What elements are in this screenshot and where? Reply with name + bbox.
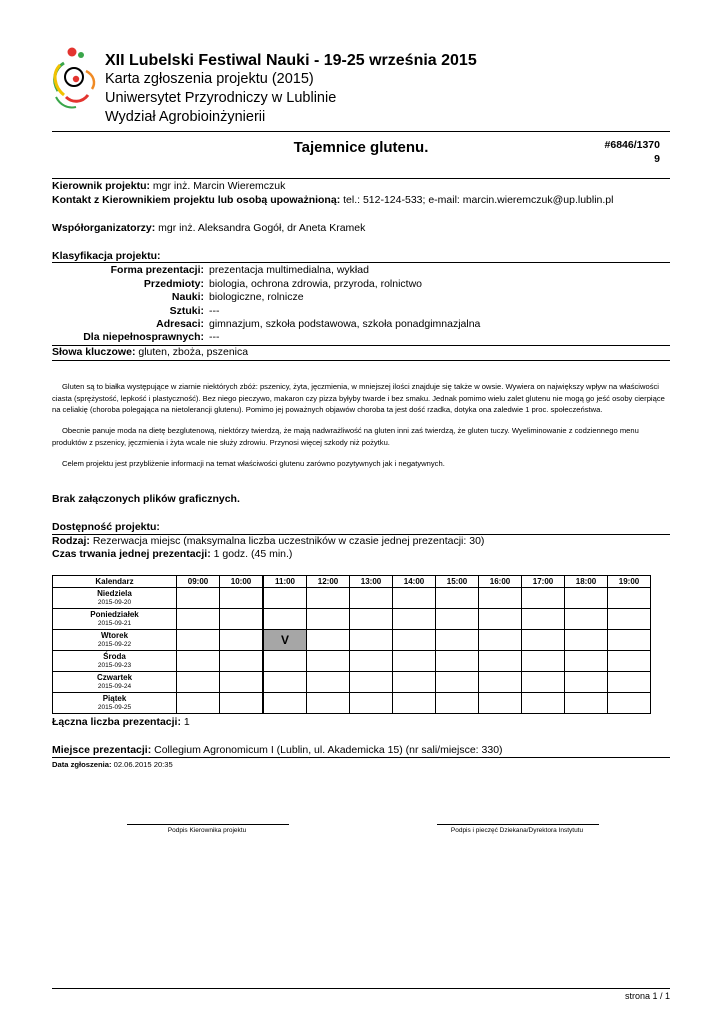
classification-divider bbox=[52, 262, 670, 263]
leader-contact-label: Kontakt z Kierownikiem projektu lub osobą upoważnioną: bbox=[52, 194, 341, 206]
schedule-slot bbox=[307, 630, 350, 651]
schedule-slot bbox=[350, 672, 393, 693]
schedule-day-row bbox=[53, 630, 651, 651]
schedule-slot bbox=[350, 630, 393, 651]
schedule-slot bbox=[436, 630, 479, 651]
schedule-day-cell bbox=[53, 651, 177, 672]
leader-signature-caption: Podpis Kierownika projektu bbox=[167, 827, 247, 834]
schedule-hour-header: 17:00 bbox=[522, 576, 565, 588]
project-id-number: #6846/1370 bbox=[604, 139, 660, 151]
classification-label: Sztuki: bbox=[169, 305, 204, 317]
schedule-hour-header: 15:00 bbox=[436, 576, 479, 588]
schedule-slot bbox=[436, 588, 479, 609]
classification-row bbox=[52, 278, 670, 292]
schedule-slot bbox=[479, 672, 522, 693]
schedule-slot bbox=[608, 630, 651, 651]
presentation-duration-value: 1 godz. (45 min.) bbox=[210, 548, 293, 560]
reservation-type bbox=[52, 535, 484, 547]
attachments-text: Brak załączonych plików graficznych. bbox=[52, 493, 240, 505]
presentation-duration-label: Czas trwania jednej prezentacji: bbox=[52, 548, 211, 560]
classification-row bbox=[52, 264, 670, 278]
schedule-day-name: Piątek bbox=[102, 694, 127, 703]
schedule-day-cell bbox=[53, 672, 177, 693]
coorganizers-label: Współorganizatorzy: bbox=[52, 222, 156, 234]
schedule-hour-header: 13:00 bbox=[350, 576, 393, 588]
title-divider bbox=[52, 178, 670, 179]
classification-label: Przedmioty: bbox=[143, 278, 204, 290]
schedule-slot bbox=[220, 609, 264, 630]
schedule-slot bbox=[350, 609, 393, 630]
submission-date-value: 02.06.2015 20:35 bbox=[111, 760, 173, 769]
classification-value: gimnazjum, szkoła podstawowa, szkoła ponadgimnazjalna bbox=[209, 318, 481, 330]
schedule-slot bbox=[608, 651, 651, 672]
schedule-slot bbox=[350, 588, 393, 609]
dean-signature-line bbox=[437, 824, 599, 825]
schedule-slot bbox=[263, 651, 307, 672]
schedule-slot bbox=[565, 672, 608, 693]
description-paragraph: Celem projektu jest przybliżenie informacji na temat właściwości glutenu zarówno pozytywnych jak i negatywnych. bbox=[62, 459, 445, 468]
keywords bbox=[52, 346, 248, 358]
description-paragraph: Obecnie panuje moda na dietę bezglutenową, niektórzy twierdzą, że mają nadwrażliwość na gluten inni zaś twierdzą, że gluten tuczy. Wyeliminowanie z codziennego menu produktów z pszenicy, jęczmienia i żyta wcale nie służy zdrowiu. Przynosi więcej szkody niż pożytku. bbox=[52, 426, 639, 447]
classification-value: biologia, ochrona zdrowia, przyroda, rolnictwo bbox=[209, 278, 423, 290]
schedule-header-row bbox=[53, 576, 651, 588]
schedule-day-date: 2015-09-22 bbox=[97, 641, 132, 648]
schedule-slot bbox=[479, 609, 522, 630]
page-number: strona 1 / 1 bbox=[624, 991, 670, 1001]
festival-logo-icon bbox=[50, 45, 102, 110]
classification-value: --- bbox=[209, 331, 220, 343]
project-id bbox=[605, 138, 660, 166]
schedule-slot bbox=[436, 609, 479, 630]
schedule-slot bbox=[479, 588, 522, 609]
schedule-slot bbox=[565, 630, 608, 651]
schedule-day-date: 2015-09-24 bbox=[97, 683, 132, 690]
schedule-slot bbox=[220, 588, 264, 609]
schedule-slot bbox=[263, 693, 307, 714]
schedule-slot bbox=[220, 672, 264, 693]
schedule-slot bbox=[307, 588, 350, 609]
header-divider bbox=[52, 131, 670, 132]
schedule-day-name: Środa bbox=[103, 652, 126, 661]
schedule-hour-header: 16:00 bbox=[479, 576, 522, 588]
classification-label: Nauki: bbox=[171, 291, 204, 303]
schedule-hour-header: 14:00 bbox=[393, 576, 436, 588]
project-leader-label: Kierownik projektu: bbox=[52, 180, 151, 192]
schedule-slot bbox=[350, 693, 393, 714]
schedule-day-name: Niedziela bbox=[97, 589, 132, 598]
description-paragraph: Gluten są to białka występujące w ziarnie niektórych zbóż: pszenicy, żyta, jęczmienia, w mniejszej ilości znajduje się także w owsie. Wywiera on największy wpływ na właściwości ciasta (sprężystość, lepkość i plastyczność). Bez niego pieczywo, makaron czy pizza byłyby twarde i bez smaku. Jednak pomimo wielu zalet glutenu nie mogą go jeść osoby cierpiące na celiakię (choroba polegająca na nietolerancji glutenu). Pomimo jej poważnych objawów choroba ta jest dość rzadka, dotyka ona zaledwie 1 proc. społeczeństwa. bbox=[52, 382, 665, 415]
schedule-slot bbox=[522, 588, 565, 609]
schedule-corner: Kalendarz bbox=[53, 576, 177, 588]
attachments-note bbox=[52, 493, 240, 505]
project-title: Tajemnice glutenu. bbox=[293, 139, 429, 156]
schedule-hour-header: 11:00 bbox=[263, 576, 307, 588]
form-name: Karta zgłoszenia projektu (2015) bbox=[105, 71, 314, 87]
presentation-location-value: Collegium Agronomicum I (Lublin, ul. Akademicka 15) (nr sali/miejsce: 330) bbox=[151, 744, 503, 756]
festival-title: XII Lubelski Festiwal Nauki - 19-25 września 2015 bbox=[105, 52, 477, 69]
total-presentations bbox=[52, 716, 190, 728]
classification-table bbox=[52, 264, 670, 344]
schedule-slot bbox=[393, 609, 436, 630]
schedule-table bbox=[52, 575, 651, 714]
schedule-slot bbox=[565, 693, 608, 714]
schedule-slot bbox=[522, 651, 565, 672]
schedule-day-cell bbox=[53, 609, 177, 630]
coorganizers-value: mgr inż. Aleksandra Gogół, dr Aneta Kramek bbox=[155, 222, 366, 234]
schedule-hour-header: 19:00 bbox=[608, 576, 651, 588]
schedule-slot bbox=[436, 693, 479, 714]
faculty-name: Wydział Agrobioinżynierii bbox=[105, 109, 266, 125]
schedule-day-cell bbox=[53, 693, 177, 714]
schedule-day-date: 2015-09-20 bbox=[97, 599, 132, 606]
schedule-hour-header: 18:00 bbox=[565, 576, 608, 588]
schedule-slot bbox=[177, 693, 220, 714]
schedule-slot bbox=[307, 609, 350, 630]
project-leader-value: mgr inż. Marcin Wieremczuk bbox=[150, 180, 286, 192]
schedule-slot bbox=[220, 630, 264, 651]
availability-heading-text: Dostępność projektu: bbox=[52, 521, 160, 533]
keywords-label: Słowa kluczowe: bbox=[52, 346, 136, 358]
classification-label: Forma prezentacji: bbox=[110, 264, 204, 276]
schedule-slot bbox=[522, 693, 565, 714]
schedule-slot bbox=[177, 588, 220, 609]
leader-contact bbox=[52, 194, 613, 206]
classification-row bbox=[52, 291, 670, 305]
presentation-duration bbox=[52, 548, 292, 560]
schedule-slot bbox=[608, 609, 651, 630]
schedule-hour-header: 10:00 bbox=[220, 576, 264, 588]
availability-heading bbox=[52, 521, 160, 533]
schedule-slot bbox=[220, 693, 264, 714]
leader-signature-line bbox=[127, 824, 289, 825]
schedule-day-row bbox=[53, 651, 651, 672]
schedule-slot bbox=[565, 609, 608, 630]
schedule-slot bbox=[436, 672, 479, 693]
schedule-slot bbox=[565, 588, 608, 609]
schedule-slot bbox=[436, 651, 479, 672]
classification-label: Dla niepełnosprawnych: bbox=[83, 331, 204, 343]
classification-row bbox=[52, 305, 670, 319]
schedule-slot bbox=[307, 651, 350, 672]
schedule-slot bbox=[608, 588, 651, 609]
schedule-slot bbox=[393, 693, 436, 714]
reservation-type-value: Rezerwacja miejsc (maksymalna liczba uczestników w czasie jednej prezentacji: 30) bbox=[89, 535, 485, 547]
schedule-slot bbox=[608, 693, 651, 714]
schedule-day-row bbox=[53, 672, 651, 693]
classification-heading-text: Klasyfikacja projektu: bbox=[52, 250, 161, 262]
schedule-slot-reserved: V bbox=[263, 630, 307, 651]
coorganizers bbox=[52, 222, 365, 234]
dean-signature-caption: Podpis i pieczęć Dziekana/Dyrektora Instytutu bbox=[450, 827, 584, 834]
schedule-slot bbox=[177, 651, 220, 672]
schedule-slot bbox=[177, 672, 220, 693]
keywords-value: gluten, zboża, pszenica bbox=[135, 346, 249, 358]
schedule-slot bbox=[479, 693, 522, 714]
schedule-day-date: 2015-09-25 bbox=[97, 704, 132, 711]
reservation-type-label: Rodzaj: bbox=[52, 535, 90, 547]
schedule-day-name: Wtorek bbox=[100, 631, 129, 640]
schedule-slot bbox=[479, 630, 522, 651]
keywords-bottom-divider bbox=[52, 360, 670, 361]
schedule-day-cell bbox=[53, 630, 177, 651]
classification-value: biologiczne, rolnicze bbox=[209, 291, 304, 303]
schedule-slot bbox=[393, 588, 436, 609]
presentation-location bbox=[52, 744, 503, 756]
total-presentations-value: 1 bbox=[180, 716, 190, 728]
project-id-suffix: 9 bbox=[654, 153, 660, 165]
schedule-slot bbox=[393, 630, 436, 651]
schedule-day-row bbox=[53, 609, 651, 630]
schedule-slot bbox=[350, 651, 393, 672]
classification-row bbox=[52, 318, 670, 332]
project-leader bbox=[52, 180, 285, 192]
schedule-day-name: Poniedziałek bbox=[90, 610, 139, 619]
schedule-slot bbox=[307, 672, 350, 693]
schedule-day-name: Czwartek bbox=[96, 673, 133, 682]
footer-divider bbox=[52, 988, 670, 989]
schedule-slot bbox=[522, 672, 565, 693]
schedule-slot bbox=[393, 651, 436, 672]
classification-label: Adresaci: bbox=[156, 318, 204, 330]
classification-value: --- bbox=[209, 305, 220, 317]
schedule-day-date: 2015-09-21 bbox=[97, 620, 132, 627]
schedule-day-row bbox=[53, 693, 651, 714]
schedule-slot bbox=[220, 651, 264, 672]
schedule-slot bbox=[177, 609, 220, 630]
presentation-location-label: Miejsce prezentacji: bbox=[52, 744, 152, 756]
schedule-day-date: 2015-09-23 bbox=[97, 662, 132, 669]
schedule-slot bbox=[522, 630, 565, 651]
submission-date bbox=[52, 760, 173, 769]
classification-heading bbox=[52, 250, 161, 262]
schedule-day-row bbox=[53, 588, 651, 609]
schedule-slot bbox=[393, 672, 436, 693]
submission-date-label: Data zgłoszenia: bbox=[52, 760, 112, 769]
schedule-slot bbox=[263, 672, 307, 693]
university-name: Uniwersytet Przyrodniczy w Lublinie bbox=[105, 90, 337, 106]
schedule-slot bbox=[479, 651, 522, 672]
schedule-slot bbox=[177, 630, 220, 651]
schedule-hour-header: 12:00 bbox=[307, 576, 350, 588]
schedule-day-cell bbox=[53, 588, 177, 609]
schedule-slot bbox=[263, 588, 307, 609]
leader-contact-value: tel.: 512-124-533; e-mail: marcin.wieremczuk@up.lublin.pl bbox=[340, 194, 614, 206]
schedule-slot bbox=[608, 672, 651, 693]
schedule-slot bbox=[263, 609, 307, 630]
total-presentations-label: Łączna liczba prezentacji: bbox=[52, 716, 181, 728]
schedule-slot bbox=[307, 693, 350, 714]
schedule-slot bbox=[522, 609, 565, 630]
schedule-hour-header: 09:00 bbox=[177, 576, 220, 588]
location-divider bbox=[52, 757, 670, 758]
classification-value: prezentacja multimedialna, wykład bbox=[209, 264, 369, 276]
schedule-slot bbox=[565, 651, 608, 672]
classification-row bbox=[52, 331, 670, 345]
